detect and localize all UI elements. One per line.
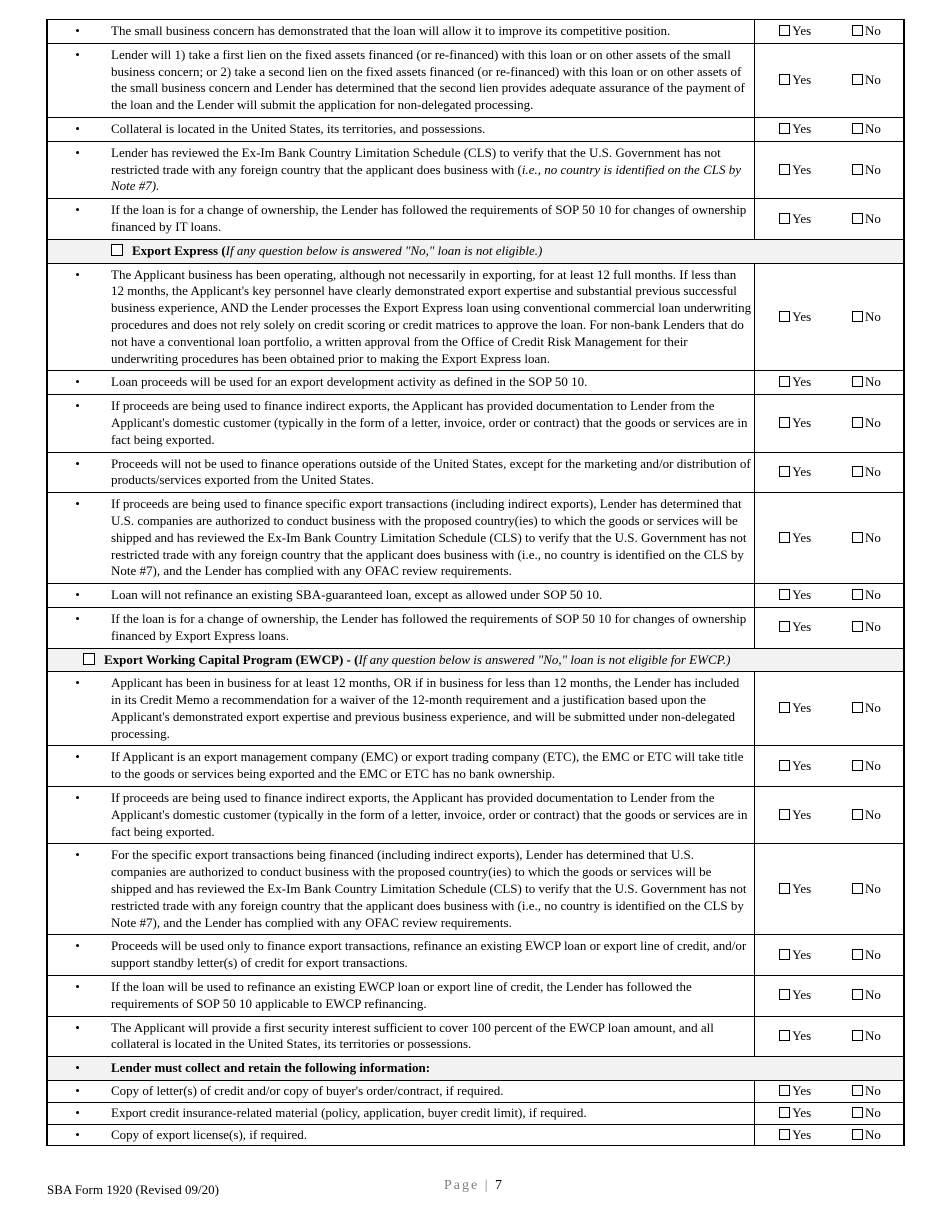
yes-checkbox[interactable] (779, 311, 790, 322)
item-text-segment: The small business concern has demonstrated that the loan will allow it to improve its competitive position. (111, 23, 671, 38)
yes-checkbox[interactable] (779, 760, 790, 771)
item-text (107, 20, 754, 44)
bullet-icon: • (47, 844, 107, 935)
checklist-row (47, 584, 904, 608)
item-text (107, 452, 754, 493)
no-checkbox[interactable] (852, 621, 863, 632)
item-text-segment: i.e., no country is identified on the CLS by Note #7). (111, 161, 741, 194)
no-checkbox[interactable] (852, 1107, 863, 1118)
no-option[interactable] (826, 199, 904, 240)
yes-label: Yes (792, 23, 812, 38)
item-text-segment: Applicant has been in business for at least 12 months, OR if in business for less than 12 months, the Lender has included in its Credit Memo a recommendation for a waiver of the 12-month requirement and a justification based upon the Applicant's demonstrated export expertise and previous business experience, and will be submitted under non-delegated processing. (111, 675, 740, 741)
no-label: No (865, 587, 881, 603)
form-identifier: SBA Form 1920 (Revised 09/20) (47, 1182, 219, 1197)
item-text (107, 395, 754, 452)
checklist-row (47, 844, 904, 935)
no-option[interactable] (826, 493, 904, 584)
no-label: No (865, 23, 881, 38)
checklist-row (47, 43, 904, 117)
no-checkbox[interactable] (852, 702, 863, 713)
yes-option[interactable] (754, 20, 826, 44)
no-checkbox[interactable] (852, 949, 863, 960)
item-text (107, 746, 754, 787)
no-checkbox[interactable] (852, 589, 863, 600)
bullet-icon: • (47, 493, 107, 584)
no-option[interactable] (826, 452, 904, 493)
checklist-row (47, 452, 904, 493)
item-text-segment: Lender has reviewed the Ex-Im Bank Country Limitation Schedule (CLS) to verify that the U.S. Government has not restricted trade with any foreign country that the applicant does business with ( (111, 144, 721, 177)
bullet-icon: • (47, 976, 107, 1017)
yes-checkbox[interactable] (779, 123, 790, 134)
yes-label: Yes (792, 757, 812, 773)
export-express-items-group (47, 263, 904, 648)
yes-label: Yes (792, 806, 812, 822)
item-text (107, 1124, 754, 1146)
yes-option[interactable] (754, 844, 826, 935)
yes-label: Yes (792, 374, 812, 390)
item-text-segment: If the loan is for a change of ownership, the Lender has followed the requirements of SOP 50 10 for changes of ownership financed by Export Express loans. (111, 610, 747, 643)
no-label: No (865, 619, 881, 635)
item-text (107, 584, 754, 608)
no-label: No (865, 881, 881, 897)
item-text-segment: Lender will 1) take a first lien on the fixed assets financed (or re-financed) with this loan or on other assets of the small business concern; or 2) take a second lien on the fixed assets financed (or re-financed) with this loan or on other assets of the small business concern and Lender has determined that the second lien provides adequate assurance of the payment of the loan and the Lender will submit the application for non-delegated processing. (111, 46, 745, 113)
bullet-icon: • (47, 584, 107, 608)
bullet-icon: • (47, 263, 107, 371)
bullet-icon: • (47, 141, 107, 198)
bullet-icon: • (47, 395, 107, 452)
no-label: No (865, 308, 881, 324)
no-label: No (865, 463, 881, 479)
yes-option[interactable] (754, 584, 826, 608)
item-text (107, 976, 754, 1017)
no-label: No (865, 374, 881, 390)
checklist-row (47, 746, 904, 787)
yes-option[interactable] (754, 452, 826, 493)
yes-option[interactable] (754, 787, 826, 844)
yes-label: Yes (792, 161, 812, 177)
yes-checkbox[interactable] (779, 589, 790, 600)
item-text (107, 493, 754, 584)
yes-checkbox[interactable] (779, 376, 790, 387)
checklist-row (47, 1124, 904, 1146)
bullet-icon: • (47, 1016, 107, 1057)
yes-checkbox[interactable] (779, 1107, 790, 1118)
no-label: No (865, 71, 881, 87)
no-label: No (865, 161, 881, 177)
no-checkbox[interactable] (852, 760, 863, 771)
yes-option[interactable] (754, 117, 826, 141)
no-checkbox[interactable] (852, 311, 863, 322)
no-option[interactable] (826, 746, 904, 787)
item-text-segment: Loan proceeds will be used for an export development activity as defined in the SOP 50 10. (111, 374, 588, 390)
checklist-row (47, 395, 904, 452)
yes-label: Yes (792, 1126, 812, 1142)
checklist-row (47, 1016, 904, 1057)
yes-checkbox[interactable] (779, 74, 790, 85)
item-text (107, 787, 754, 844)
item-text (107, 607, 754, 648)
no-checkbox[interactable] (852, 466, 863, 477)
no-label: No (865, 529, 881, 545)
no-option[interactable] (826, 371, 904, 395)
item-text-segment: Copy of export license(s), if required. (111, 1126, 308, 1142)
yes-option[interactable] (754, 1081, 826, 1103)
no-option[interactable] (826, 1124, 904, 1146)
yes-label: Yes (792, 120, 812, 136)
export-express-title: Export Express ( (132, 242, 226, 258)
item-text (107, 117, 754, 141)
yes-label: Yes (792, 463, 812, 479)
no-label: No (865, 700, 881, 716)
no-label: No (865, 1083, 881, 1099)
no-checkbox[interactable] (852, 164, 863, 175)
no-checkbox[interactable] (852, 1085, 863, 1096)
yes-label: Yes (792, 881, 812, 897)
bullet-icon: • (47, 43, 107, 117)
yes-option[interactable] (754, 43, 826, 117)
no-option[interactable] (826, 844, 904, 935)
ewcp-checkbox[interactable] (83, 653, 95, 665)
yes-checkbox[interactable] (779, 466, 790, 477)
no-option[interactable] (826, 117, 904, 141)
bullet-icon: • (47, 935, 107, 976)
checklist-row (47, 20, 904, 44)
item-text-segment: If the loan is for a change of ownership, the Lender has followed the requirements of SOP 50 10 for changes of ownership financed by IT loans. (111, 202, 747, 234)
no-option[interactable] (826, 141, 904, 198)
no-checkbox[interactable] (852, 213, 863, 224)
export-express-section (47, 239, 904, 263)
checklist-row (47, 141, 904, 198)
item-text (107, 141, 754, 198)
checklist-row (47, 493, 904, 584)
eligibility-checklist-table (46, 19, 905, 1146)
checklist-row (47, 787, 904, 844)
yes-checkbox[interactable] (779, 989, 790, 1000)
yes-option[interactable] (754, 1124, 826, 1146)
no-label: No (865, 210, 881, 226)
checklist-row (47, 976, 904, 1017)
item-text (107, 672, 754, 746)
no-option[interactable] (826, 787, 904, 844)
no-checkbox[interactable] (852, 417, 863, 428)
yes-label: Yes (792, 987, 812, 1003)
no-label: No (865, 806, 881, 822)
lender-requirements-items-group (47, 1081, 904, 1146)
no-checkbox[interactable] (852, 1129, 863, 1140)
general-items-group (47, 20, 904, 240)
bullet-icon: • (47, 199, 107, 240)
checklist-row (47, 935, 904, 976)
yes-checkbox[interactable] (779, 1129, 790, 1140)
item-text-segment: Proceeds will be used only to finance export transactions, refinance an existing EWCP loan or export line of credit, and/or support standby letter(s) of credit for export transactions. (111, 938, 747, 971)
yes-option[interactable] (754, 371, 826, 395)
yes-checkbox[interactable] (779, 883, 790, 894)
item-text (107, 371, 754, 395)
item-text (107, 1016, 754, 1057)
bullet-icon: • (47, 1057, 107, 1081)
export-express-header (47, 239, 904, 263)
page-label: Page (444, 1178, 480, 1193)
yes-label: Yes (792, 946, 812, 962)
bullet-icon: • (47, 672, 107, 746)
export-express-checkbox[interactable] (111, 244, 123, 256)
no-checkbox[interactable] (852, 809, 863, 820)
no-checkbox[interactable] (852, 376, 863, 387)
item-text (107, 844, 754, 935)
no-label: No (865, 946, 881, 962)
ewcp-header (47, 648, 904, 672)
item-text-segment: The Applicant business has been operating, although not necessarily in exporting, for at least 12 full months. If less than 12 months, the Applicant's key personnel have clearly demonstrated export expertise and substantial previous successful business experience, AND the Lender processes the Export Express loan using conventional commercial loan underwriting procedures and does not rely solely on credit scoring or credit matrices to approve the loan. For non-bank Lenders that do not have a conventional loan portfolio, a written approval from the Office of Credit Risk Management for their underwriting procedures has been obtained prior to making the Export Express loan. (111, 266, 752, 366)
ewcp-items-group (47, 672, 904, 1057)
no-label: No (865, 120, 881, 136)
no-option[interactable] (826, 1016, 904, 1057)
yes-label: Yes (792, 71, 812, 87)
yes-checkbox[interactable] (779, 532, 790, 543)
ewcp-note: If any question below is answered "No," loan is not eligible for EWCP.) (358, 651, 731, 667)
yes-checkbox[interactable] (779, 213, 790, 224)
item-text-segment: Copy of letter(s) of credit and/or copy of buyer's order/contract, if required. (111, 1083, 504, 1099)
ewcp-title: Export Working Capital Program (EWCP) - ( (104, 651, 359, 667)
yes-option[interactable] (754, 746, 826, 787)
no-checkbox[interactable] (852, 532, 863, 543)
yes-option[interactable] (754, 1102, 826, 1124)
no-option[interactable] (826, 976, 904, 1017)
item-text-segment: If proceeds are being used to finance specific export transactions (including indirect exports), Lender has determined that U.S. companies are authorized to conduct business with the proposed country(ies) to which the goods or services will be shipped and has reviewed the Ex-Im Bank Country Limitation Schedule (CLS) to verify that the U.S. Government has not restricted trade with any foreign country that the applicant does business with (i.e., no country is identified on the CLS by Note #7), and the Lender has complied with any OFAC review requirements. (111, 496, 747, 579)
checklist-row (47, 371, 904, 395)
yes-option[interactable] (754, 493, 826, 584)
bullet-icon: • (47, 452, 107, 493)
no-option[interactable] (826, 672, 904, 746)
no-label: No (865, 757, 881, 773)
yes-checkbox[interactable] (779, 809, 790, 820)
ewcp-section (47, 648, 904, 672)
no-checkbox[interactable] (852, 883, 863, 894)
page-number: 7 (495, 1178, 503, 1193)
yes-label: Yes (792, 619, 812, 635)
yes-checkbox[interactable] (779, 25, 790, 36)
page-number-footer: Page | 7 (444, 1178, 503, 1193)
no-checkbox[interactable] (852, 989, 863, 1000)
yes-option[interactable] (754, 1016, 826, 1057)
yes-label: Yes (792, 587, 812, 603)
yes-checkbox[interactable] (779, 1085, 790, 1096)
yes-label: Yes (792, 414, 812, 430)
item-text (107, 1102, 754, 1124)
no-label: No (865, 1126, 881, 1142)
no-option[interactable] (826, 1081, 904, 1103)
item-text-segment: If Applicant is an export management company (EMC) or export trading company (ETC), the EMC or ETC will take title to the goods or services being exported and the EMC or ETC has no bank ownership. (111, 749, 744, 782)
item-text-segment: For the specific export transactions being financed (including indirect exports), Lender has determined that U.S. companies are authorized to conduct business with the proposed country(ies) to which the goods or services will be shipped and has reviewed the Ex-Im Bank Country Limitation Schedule (CLS) to verify that the U.S. Government has not restricted trade with any foreign country that the applicant does business with (i.e., no country is identified on the CLS by Note #7), and the Lender has complied with any OFAC review requirements. (111, 847, 747, 930)
item-text-segment: Loan will not refinance an existing SBA-guaranteed loan, except as allowed under SOP 50 10. (111, 587, 603, 603)
no-label: No (865, 1028, 881, 1044)
no-checkbox[interactable] (852, 1030, 863, 1041)
bullet-icon: • (47, 117, 107, 141)
no-label: No (865, 1104, 881, 1120)
bullet-icon: • (47, 746, 107, 787)
export-express-note: If any question below is answered "No," loan is not eligible.) (225, 242, 543, 258)
item-text-segment: Proceeds will not be used to finance operations outside of the United States, except for the marketing and/or distribution of products/services exported from the United States. (111, 455, 751, 488)
item-text-segment: If proceeds are being used to finance indirect exports, the Applicant has provided documentation to Lender from the Applicant's domestic customer (typically in the form of a letter, invoice, order or contract) that the goods or services are in fact being exported. (111, 790, 748, 839)
bullet-icon: • (47, 787, 107, 844)
no-label: No (865, 987, 881, 1003)
checklist-row (47, 672, 904, 746)
bullet-icon: • (47, 20, 107, 44)
checklist-row (47, 607, 904, 648)
item-text (107, 263, 754, 371)
yes-option[interactable] (754, 263, 826, 371)
bullet-icon: • (47, 1081, 107, 1103)
item-text-segment: The Applicant will provide a first security interest sufficient to cover 100 percent of the EWCP loan amount, and all collateral is located in the United States, its territories or possessions. (111, 1019, 714, 1052)
yes-label: Yes (792, 210, 812, 226)
no-option[interactable] (826, 1102, 904, 1124)
item-text (107, 935, 754, 976)
item-text (107, 1081, 754, 1103)
item-text-segment: If the loan will be used to refinance an existing EWCP loan or export line of credit, the Lender has followed the requirements of SOP 50 10 applicable to EWCP refinancing. (111, 979, 692, 1011)
yes-checkbox[interactable] (779, 702, 790, 713)
no-label: No (865, 414, 881, 430)
no-option[interactable] (826, 607, 904, 648)
checklist-row (47, 1081, 904, 1103)
no-option[interactable] (826, 20, 904, 44)
bullet-icon: • (47, 1102, 107, 1124)
item-text-segment: If proceeds are being used to finance indirect exports, the Applicant has provided documentation to Lender from the Applicant's domestic customer (typically in the form of a letter, invoice, order or contract) that the goods or services are in fact being exported. (111, 398, 748, 447)
yes-checkbox[interactable] (779, 621, 790, 632)
yes-checkbox[interactable] (779, 1030, 790, 1041)
yes-option[interactable] (754, 199, 826, 240)
item-text-segment: Collateral is located in the United States, its territories, and possessions. (111, 120, 486, 136)
yes-label: Yes (792, 529, 812, 545)
item-text-segment: Export credit insurance-related material (policy, application, buyer credit limit), if required. (111, 1104, 587, 1120)
bullet-icon: • (47, 607, 107, 648)
yes-option[interactable] (754, 935, 826, 976)
no-option[interactable] (826, 263, 904, 371)
yes-label: Yes (792, 308, 812, 324)
checklist-row (47, 263, 904, 371)
yes-label: Yes (792, 1104, 812, 1120)
no-option[interactable] (826, 395, 904, 452)
lender-requirements-section (47, 1057, 904, 1081)
yes-label: Yes (792, 1083, 812, 1099)
yes-option[interactable] (754, 607, 826, 648)
lender-requirements-heading: Lender must collect and retain the following information: (107, 1057, 904, 1081)
no-option[interactable] (826, 584, 904, 608)
yes-label: Yes (792, 1028, 812, 1044)
yes-label: Yes (792, 700, 812, 716)
no-checkbox[interactable] (852, 123, 863, 134)
bullet-icon: • (47, 371, 107, 395)
checklist-row (47, 117, 904, 141)
no-option[interactable] (826, 43, 904, 117)
item-text (107, 199, 754, 240)
yes-option[interactable] (754, 395, 826, 452)
no-option[interactable] (826, 935, 904, 976)
checklist-row (47, 1102, 904, 1124)
checklist-row (47, 199, 904, 240)
yes-option[interactable] (754, 976, 826, 1017)
yes-option[interactable] (754, 672, 826, 746)
bullet-icon: • (47, 1124, 107, 1146)
yes-option[interactable] (754, 141, 826, 198)
yes-checkbox[interactable] (779, 949, 790, 960)
item-text (107, 43, 754, 117)
no-checkbox[interactable] (852, 25, 863, 36)
no-checkbox[interactable] (852, 74, 863, 85)
yes-checkbox[interactable] (779, 417, 790, 428)
yes-checkbox[interactable] (779, 164, 790, 175)
